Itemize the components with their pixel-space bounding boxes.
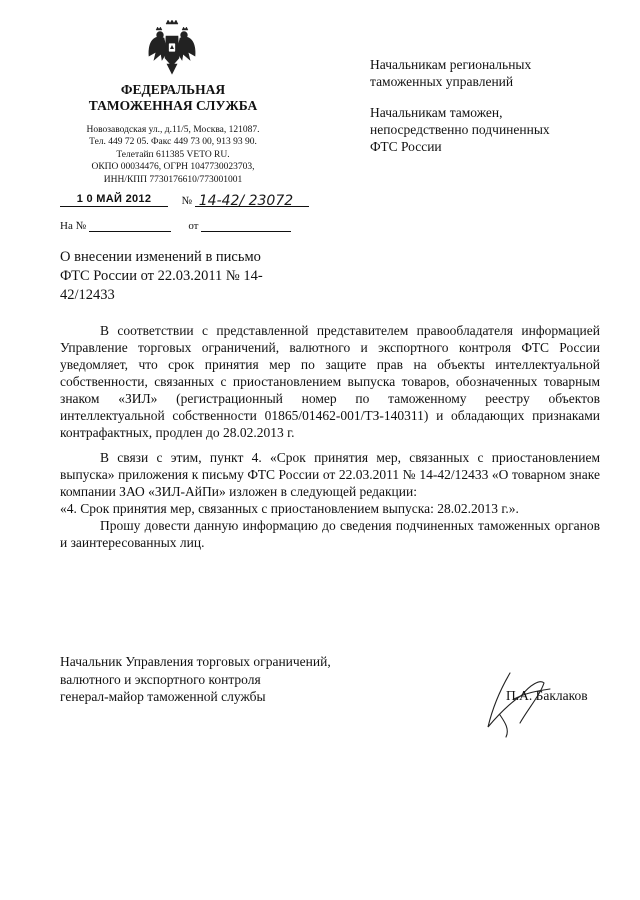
signature-title-line: Начальник Управления торговых ограничений, xyxy=(60,654,331,669)
date-stamp: 1 0 МАЙ 2012 xyxy=(60,193,168,207)
reference-row xyxy=(60,218,310,236)
addressees xyxy=(370,56,630,169)
addressee-block xyxy=(370,56,630,90)
letter-body xyxy=(60,322,600,551)
body-paragraph-3: «4. Срок принятия мер, связанных с приостановлением выпуска: 28.02.2013 г.». xyxy=(60,501,519,516)
agency-name-line2: ТАМОЖЕННАЯ СЛУЖБА xyxy=(88,98,258,113)
addressee-block xyxy=(370,104,630,155)
number-label: № xyxy=(181,195,192,207)
signature-title-line: валютного и экспортного контроля xyxy=(60,671,261,687)
double-headed-eagle-icon xyxy=(146,18,198,76)
reference-number-label: На № xyxy=(60,220,87,232)
addressee-line: Начальникам таможен, xyxy=(370,105,503,120)
addressee-line: непосредственно подчиненных xyxy=(370,122,550,137)
body-paragraph-1: В соответствии с представленной представителем правообладателя информацией Управление торговых ограничений, валютного и экспортного контроля ФТС России уведомляет, что срок принятия мер по защите прав на объекты интеллектуальной собственности, связанных с приостановлением выпуска товаров, обозначенных товарным знаком «ЗИЛ» (регистрационный номер по таможенному реестру объектов интеллектуальной собственности 01865/01462-001/ТЗ-140311) и обладающих признаками контрафактных, продлен до 28.02.2013 г. xyxy=(60,323,600,440)
reference-date-blank xyxy=(201,218,291,232)
addressee-line: Начальникам региональных xyxy=(370,57,532,72)
address-line: ОКПО 00034476, ОГРН 1047730023703, xyxy=(91,162,255,173)
body-paragraph-2: В связи с этим, пункт 4. «Срок принятия мер, связанных с приостановлением выпуска» приложения к письму ФТС России от 22.03.2011 № 14-42/12433 «О товарном знаке компании ЗАО «ЗИЛ-АйПи» изложен в следующей редакции: xyxy=(60,450,600,499)
agency-name-line1: ФЕДЕРАЛЬНАЯ xyxy=(120,82,226,97)
signer-name: П.А. Баклаков xyxy=(506,688,588,703)
document-number: 14-42/ 23072 xyxy=(195,193,309,207)
signature-title-line: генерал-майор таможенной службы xyxy=(60,689,266,704)
address-line: Тел. 449 72 05. Факс 449 73 00, 913 93 90. xyxy=(89,137,257,148)
addressee-line: таможенных управлений xyxy=(370,74,514,89)
signature-title xyxy=(60,653,380,706)
body-paragraph-4: Прошу довести данную информацию до сведения подчиненных таможенных органов и заинтересованных лиц. xyxy=(60,518,600,550)
registration-row xyxy=(60,193,310,211)
addressee-line: ФТС России xyxy=(370,139,442,154)
reference-from-label: от xyxy=(188,220,199,232)
letter-subject: О внесении изменений в письмо ФТС России от 22.03.2011 № 14-42/12433 xyxy=(60,249,263,303)
agency-address xyxy=(60,124,286,186)
agency-name xyxy=(60,82,286,114)
reference-number-blank xyxy=(89,218,171,232)
address-line: Новозаводская ул., д.11/5, Москва, 121087. xyxy=(86,125,260,135)
address-line: Телетайп 611385 VETO RU. xyxy=(116,149,230,160)
address-line: ИНН/КПП 7730176610/773001001 xyxy=(103,174,243,185)
